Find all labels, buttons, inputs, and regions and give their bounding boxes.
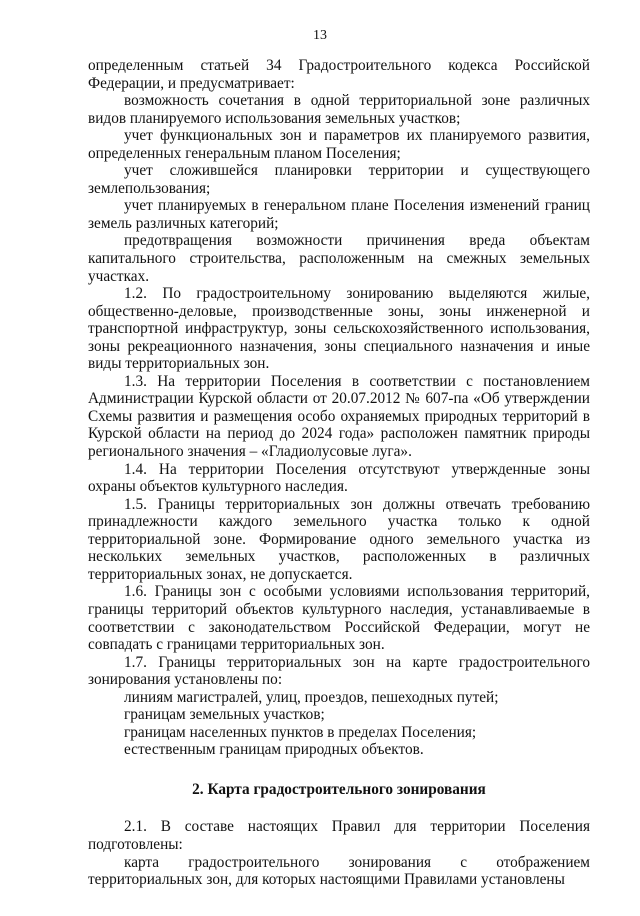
paragraph: учет функциональных зон и параметров их планируемого развития, определенных генеральным планом Поселения; (88, 127, 590, 162)
paragraph: учет сложившейся планировки территории и существующего землепользования; (88, 162, 590, 197)
paragraph: определенным статьей 34 Градостроительного кодекса Российской Федерации, и предусматривает: (88, 57, 590, 92)
page-number: 13 (313, 28, 327, 43)
paragraph: 1.7. Границы территориальных зон на карте градостроительного зонирования установлены по: (88, 653, 590, 689)
section-heading: 2. Карта градостроительного зонирования (192, 780, 486, 798)
paragraph: 1.2. По градостроительному зонированию выделяются жилые, общественно-деловые, производственные зоны, зоны инженерной и транспортной инфраструктур, зоны сельскохозяйственного использования, зоны рекреационного назначения, зоны специального назначения и иные виды территориальных зон. (88, 285, 590, 373)
list-item: границам населенных пунктов в пределах Поселения; (124, 723, 477, 741)
paragraph: предотвращения возможности причинения вреда объектам капитального строительства, расположенным на смежных земельных участках. (88, 232, 590, 285)
list-item: линиям магистралей, улиц, проездов, пешеходных путей; (124, 688, 499, 706)
paragraph: 1.3. На территории Поселения в соответствии с постановлением Администрации Курской области от 20.07.2012 № 607-па «Об утверждении Схемы развития и размещения особо охраняемых природных территорий в Курской области на период до 2024 года» расположен памятник природы регионального значения – «Гладиолусовые луга». (88, 372, 590, 461)
paragraph: 1.4. На территории Поселения отсутствуют утвержденные зоны охраны объектов культурного наследия. (88, 460, 590, 496)
document-body (88, 57, 590, 889)
paragraph: 1.5. Границы территориальных зон должны отвечать требованию принадлежности каждого земельного участка только к одной территориальной зоне. Формирование одного земельного участка из нескольких земельных участков, расположенных в различных территориальных зонах, не допускается. (88, 495, 590, 583)
paragraph: возможность сочетания в одной территориальной зоне различных видов планируемого использования земельных участков; (88, 92, 590, 127)
paragraph: 2.1. В составе настоящих Правил для территории Поселения подготовлены: (88, 818, 590, 853)
paragraph: карта градостроительного зонирования с отображением территориальных зон, для которых настоящими Правилами установлены (88, 853, 590, 889)
list-item: естественным границам природных объектов. (124, 741, 424, 759)
paragraph: 1.6. Границы зон с особыми условиями использования территорий, границы территорий объектов культурного наследия, устанавливаемые в соответствии с законодательством Российской Федерации, могут не совпадать с границами территориальных зон. (88, 583, 590, 654)
paragraph: учет планируемых в генеральном плане Поселения изменений границ земель различных категорий; (88, 197, 590, 232)
list-item: границам земельных участков; (124, 706, 325, 724)
